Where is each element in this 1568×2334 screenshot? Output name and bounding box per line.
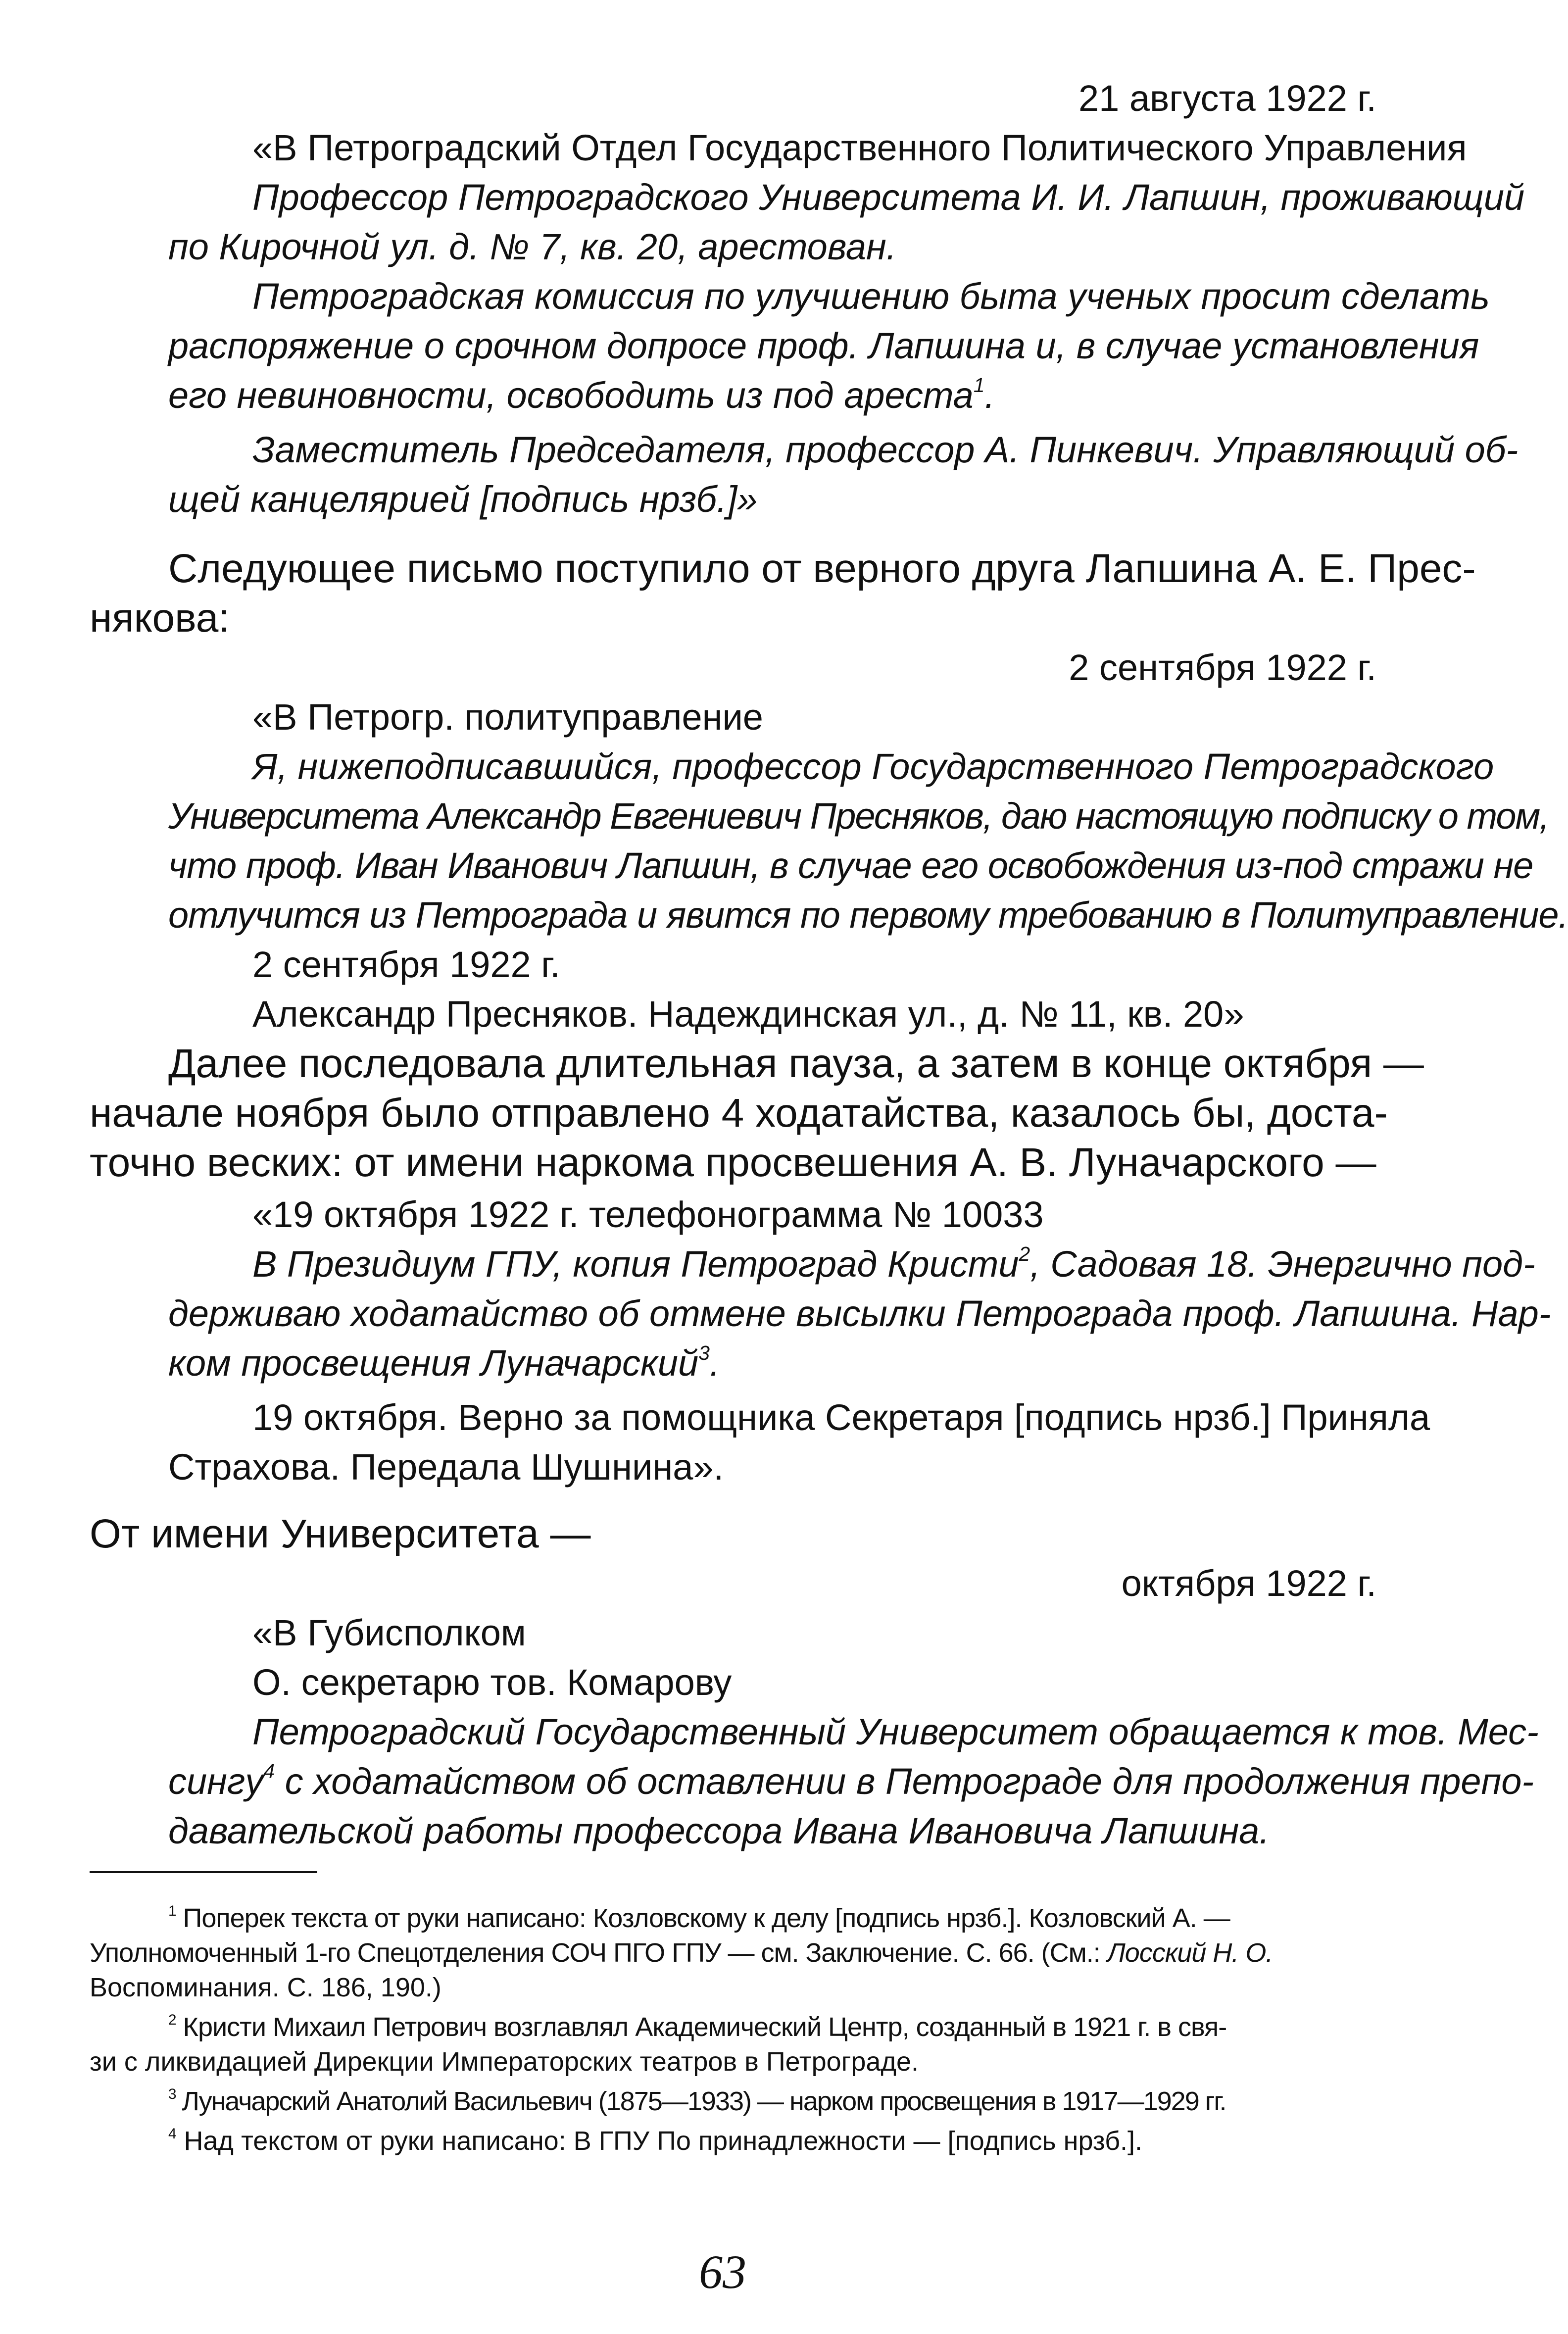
- footnote-2: $^2$ Кристи Михаил Петрович возглавлял Академический Центр, созданный в 1921 г. в свя-: [168, 2011, 1227, 2042]
- doc1-signature: Заместитель Председателя, профессор А. Пинкевич. Управляющий об-: [252, 429, 1519, 470]
- doc4-addressee: О. секретарю тов. Комарову: [252, 1662, 732, 1703]
- doc1-addressee: «В Петроградский Отдел Государственного Политического Управления: [252, 127, 1467, 168]
- doc1-date: 21 августа 1922 г.: [1078, 78, 1376, 119]
- footnote-3: $^3$ Луначарский Анатолий Васильевич (1875—1933) — нарком просвещения в 1917—1929 гг.: [168, 2086, 1226, 2116]
- doc3-text-line: В Президиум ГПУ, копия Петроград Кристи$^2$, Садовая 18. Энергично под-: [252, 1242, 1535, 1285]
- footnote-1-cont: Воспоминания. С. 186, 190.): [90, 1973, 441, 2002]
- doc4-addressee: «В Губисполком: [252, 1612, 526, 1653]
- narrative-line: Далее последовала длительная пауза, а затем в конце октября —: [168, 1041, 1424, 1086]
- doc2-date: 2 сентября 1922 г.: [1069, 647, 1376, 688]
- doc2-text-line: что проф. Иван Иванович Лапшин, в случае его освобождения из-под стражи не: [168, 845, 1533, 886]
- narrative-line: Следующее письмо поступило от верного друга Лапшина А. Е. Прес-: [168, 546, 1476, 591]
- doc2-signature: Александр Пресняков. Надеждинская ул., д. № 11, кв. 20»: [252, 993, 1244, 1035]
- narrative-line: някова:: [90, 596, 230, 641]
- narrative-line: точно веских: от имени наркома просвешения А. В. Луначарского —: [90, 1140, 1376, 1185]
- narrative-line: начале ноября было отправлено 4 ходатайства, казалось бы, доста-: [90, 1091, 1388, 1136]
- doc2-text-line: Университета Александр Евгениевич Пресняков, даю настоящую подписку о том,: [168, 795, 1549, 837]
- doc4-text-line: Петроградский Государственный Университет обращается к тов. Мес-: [252, 1711, 1539, 1752]
- doc3-header: «19 октября 1922 г. телефонограмма № 10033: [252, 1194, 1044, 1235]
- footnote-4: $^4$ Над текстом от руки написано: В ГПУ По принадлежности — [подпись нрзб.].: [168, 2125, 1143, 2156]
- doc1-text-line: по Кирочной ул. д. № 7, кв. 20, арестован.: [168, 226, 897, 267]
- doc2-addressee: «В Петрогр. политуправление: [252, 696, 763, 738]
- doc3-text-line: ком просвещения Луначарский$^3$.: [168, 1341, 720, 1384]
- doc2-text-line: Я, нижеподписавшийся, профессор Государственного Петроградского: [252, 746, 1494, 787]
- narrative-line: От имени Университета —: [90, 1511, 591, 1556]
- footnote-separator: [90, 1871, 317, 1873]
- doc3-footer-line: 19 октября. Верно за помощника Секретаря [подпись нрзб.] Приняла: [252, 1397, 1430, 1438]
- doc2-date-bottom: 2 сентября 1922 г.: [252, 944, 560, 985]
- doc1-signature: щей канцелярией [подпись нрзб.]»: [168, 479, 758, 520]
- doc1-text-line: распоряжение о срочном допросе проф. Лапшина и, в случае установления: [168, 325, 1479, 366]
- doc4-text-line: давательской работы профессора Ивана Ивановича Лапшина.: [168, 1810, 1270, 1851]
- footnote-ref-2: 2: [1019, 1242, 1030, 1266]
- doc3-text-line: держиваю ходатайство об отмене высылки Петрограда проф. Лапшина. Нар-: [168, 1293, 1551, 1334]
- doc4-date: октября 1922 г.: [1121, 1563, 1376, 1604]
- doc1-text-line: его невиновности, освободить из под ареста$^1$.: [168, 374, 995, 416]
- footnote-ref-3: 3: [698, 1341, 710, 1365]
- footnote-1-cont: Уполномоченный 1-го Спецотделения СОЧ ПГО ГПУ — см. Заключение. С. 66. (См.: Лосский Н. О.: [90, 1938, 1273, 1968]
- doc1-text-line: Профессор Петроградского Университета И. И. Лапшин, проживающий: [252, 177, 1525, 218]
- footnote-ref-4: 4: [263, 1760, 275, 1783]
- doc1-text-line: Петроградская комиссия по улучшению быта ученых просит сделать: [252, 276, 1490, 317]
- doc2-text-line: отлучится из Петрограда и явится по первому требованию в Политуправление.: [168, 894, 1568, 936]
- doc4-text-line: сингу$^4$ с ходатайством об оставлении в Петрограде для продолжения препо-: [168, 1760, 1534, 1802]
- footnote-1: $^1$ Поперек текста от руки написано: Козловскому к делу [подпись нрзб.]. Козловский А. —: [168, 1902, 1230, 1933]
- page-number: 63: [699, 2245, 746, 2298]
- footnote-2-cont: зи с ликвидацией Дирекции Императорских театров в Петрограде.: [90, 2047, 919, 2077]
- doc3-footer-line: Страхова. Передала Шушнина».: [168, 1446, 724, 1488]
- footnote-ref-1: 1: [973, 374, 985, 397]
